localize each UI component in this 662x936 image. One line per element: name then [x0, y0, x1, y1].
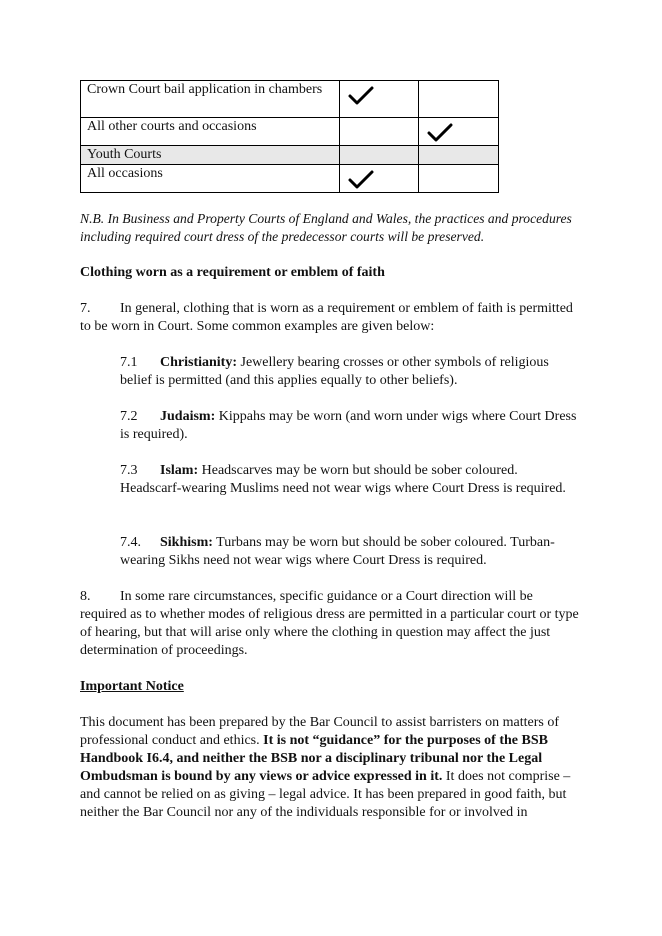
subitem-title: Christianity:	[160, 355, 237, 370]
empty-cell	[340, 146, 419, 165]
subitem-7-4	[120, 534, 582, 570]
paragraph-7	[80, 300, 582, 336]
disclaimer-paragraph	[80, 714, 582, 822]
row-label: All other courts and occasions	[81, 118, 340, 146]
tick-cell	[419, 118, 499, 146]
paragraph-number: 7.	[80, 301, 91, 316]
notice-heading: Important Notice	[80, 679, 184, 694]
subitem-title: Judaism:	[160, 409, 216, 424]
table-row	[81, 146, 499, 165]
empty-cell	[419, 146, 499, 165]
empty-cell	[419, 165, 499, 193]
paragraph-number: 8.	[80, 589, 91, 604]
subitem-text: Kippahs may be worn (and worn under wigs where Court Dress is required).	[120, 409, 577, 442]
table-row	[81, 118, 499, 146]
disclaimer-text-cont: It does not comprise – and cannot be relied on as giving – legal advice. It has been prepared in good faith, but neither the Bar Council nor any of the individuals responsible for or involved in	[80, 769, 571, 820]
subitem-number: 7.1	[120, 355, 138, 370]
row-label: Youth Courts	[81, 146, 340, 165]
disclaimer-bold-text: It is not “guidance” for the purposes of the BSB Handbook I6.4, and neither the BSB nor a disciplinary tribunal nor the Legal Ombudsman is bound by any views or advice expressed in it.	[80, 733, 548, 784]
subitem-7-1	[120, 354, 582, 390]
tick-cell	[340, 165, 419, 193]
checkmark-icon	[346, 168, 376, 192]
paragraph-text: In some rare circumstances, specific guidance or a Court direction will be required as to whether modes of religious dress are permitted in a particular court or type of hearing, but that will arise only where the clothing in question may affect the just determination of proceedings.	[80, 589, 579, 658]
table-row	[81, 165, 499, 193]
subitem-text: Turbans may be worn but should be sober coloured. Turban-wearing Sikhs need not wear wigs where Court Dress is required.	[120, 535, 555, 568]
subitem-text: Headscarves may be worn but should be sober coloured. Headscarf-wearing Muslims need not wear wigs where Court Dress is required.	[120, 463, 566, 496]
subitem-number: 7.3	[120, 463, 138, 478]
table-row	[81, 81, 499, 118]
paragraph-8	[80, 588, 582, 660]
empty-cell	[340, 118, 419, 146]
subitem-text: Jewellery bearing crosses or other symbols of religious belief is permitted (and this applies equally to other beliefs).	[120, 355, 549, 388]
checkmark-icon	[425, 121, 455, 145]
checkmark-icon	[346, 84, 376, 108]
row-label: Crown Court bail application in chambers	[81, 81, 340, 118]
disclaimer-text: This document has been prepared by the Bar Council to assist barristers on matters of professional conduct and ethics.	[80, 715, 559, 748]
row-label: All occasions	[81, 165, 340, 193]
subitem-title: Sikhism:	[160, 535, 213, 550]
subitem-number: 7.4.	[120, 535, 141, 550]
court-dress-table	[80, 80, 499, 193]
paragraph-text: In general, clothing that is worn as a requirement or emblem of faith is permitted to be worn in Court. Some common examples are given below:	[80, 301, 573, 334]
subitem-number: 7.2	[120, 409, 138, 424]
empty-cell	[419, 81, 499, 118]
section-heading: Clothing worn as a requirement or emblem of faith	[80, 265, 385, 280]
subitem-title: Islam:	[160, 463, 199, 478]
tick-cell	[340, 81, 419, 118]
nb-note: N.B. In Business and Property Courts of England and Wales, the practices and procedures including required court dress of the predecessor courts will be preserved.	[80, 211, 572, 244]
subitem-7-3	[120, 462, 582, 498]
subitem-7-2	[120, 408, 582, 444]
